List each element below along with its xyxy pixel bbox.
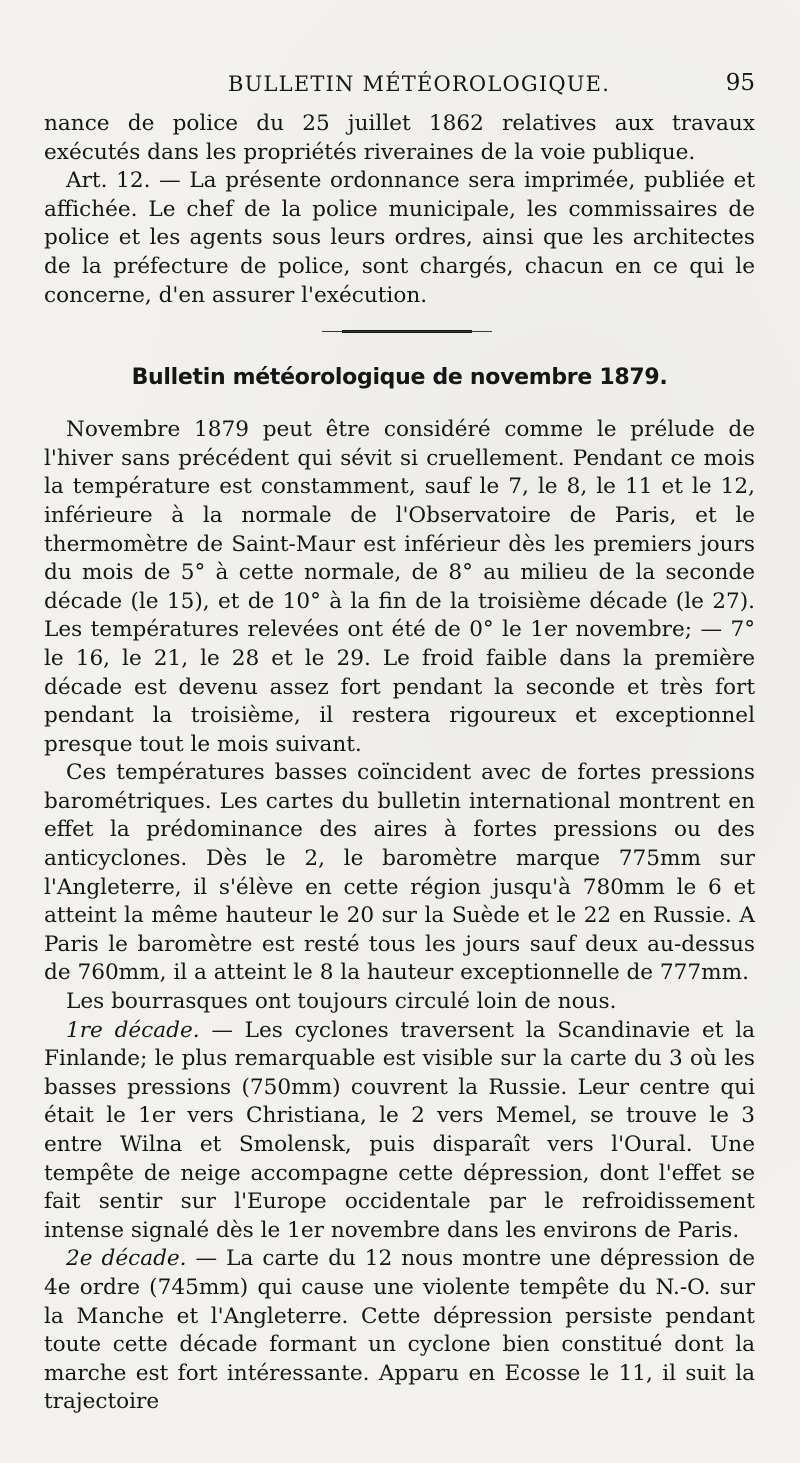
paragraph-second-decade [44, 1245, 755, 1417]
paragraph-article-12: Art. 12. — La présente ordonnance sera imprimée, publiée et affichée. Le chef de la police municipale, les commissaires de police et les agents sous leurs ordres, ainsi que les architectes de la préfecture de police, sont chargés, chacun en ce qui le concerne, d'en assurer l'exécution. [44, 168, 755, 308]
page-number: 95 [725, 70, 755, 96]
paragraph-first-decade [44, 1017, 755, 1246]
body-text [44, 110, 755, 1417]
paragraph-bourrasques: Les bourrasques ont toujours circulé loin de nous. [66, 989, 617, 1015]
decade-text-first: — Les cyclones traversent la Scandinavie et la Finlande; le plus remarquable est visible sur la carte du 3 où les basses pressions (750mm) couvrent la Russie. Leur centre qui était le 1er vers Christiana, le 2 vers Memel, se trouve le 3 entre Wilna et Smolensk, puis disparaît vers l'Oural. Une tempête de neige accompagne cette dépression, dont l'effet se fait sentir sur l'Europe occidentale par le refroidissement intense signalé dès le 1er novembre dans les environs de Paris. [44, 1017, 755, 1243]
paragraph-ordinance-end: nance de police du 25 juillet 1862 relatives aux travaux exécutés dans les propriétés riveraines de la voie publique. [44, 111, 755, 165]
decade-text-second: — La carte du 12 nous montre une dépression de 4e ordre (745mm) qui cause une violente tempête du N.-O. sur la Manche et l'Angleterre. Cette dépression persiste pendant toute cette décade formant un cyclone bien constitué dont la marche est fort intéressante. Apparu en Ecosse le 11, il suit la trajectoire [44, 1246, 755, 1415]
section-title: Bulletin météorologique de novembre 1879. [131, 365, 668, 391]
divider-rule [342, 330, 472, 333]
page-header [40, 70, 755, 102]
section-divider [44, 310, 755, 350]
paragraph-pressures: Ces températures basses coïncident avec de fortes pressions barométriques. Les cartes du bulletin international montrent en effet la prédominance des aires à fortes pressions ou des anticyclones. Dès le 2, le baromètre marque 775mm sur l'Angleterre, il s'élève en cette région jusqu'à 780mm le 6 et atteint la même hauteur le 20 sur la Suède et le 22 en Russie. A Paris le baromètre est resté tous les jours sauf deux au-dessus de 760mm, il a atteint le 8 la hauteur exceptionnelle de 777mm. [44, 760, 755, 986]
running-title: BULLETIN MÉTÉOROLOGIQUE. [228, 72, 611, 96]
decade-label-first: 1re décade. [66, 1017, 200, 1043]
decade-label-second: 2e décade. [66, 1246, 187, 1272]
paragraph-temperatures: Novembre 1879 peut être considéré comme le prélude de l'hiver sans précédent qui sévit si cruellement. Pendant ce mois la température est constamment, sauf le 7, le 8, le 11 et le 12, inférieure à la normale de l'Observatoire de Paris, et le thermomètre de Saint-Maur est inférieur dès les premiers jours du mois de 5° à cette normale, de 8° au milieu de la seconde décade (le 15), et de 10° à la fin de la troisième décade (le 27). Les températures relevées ont été de 0° le 1er novembre; — 7° le 16, le 21, le 28 et le 29. Le froid faible dans la première décade est devenu assez fort pendant la seconde et très fort pendant la troisième, il restera rigoureux et exceptionnel presque tout le mois suivant. [44, 417, 755, 757]
